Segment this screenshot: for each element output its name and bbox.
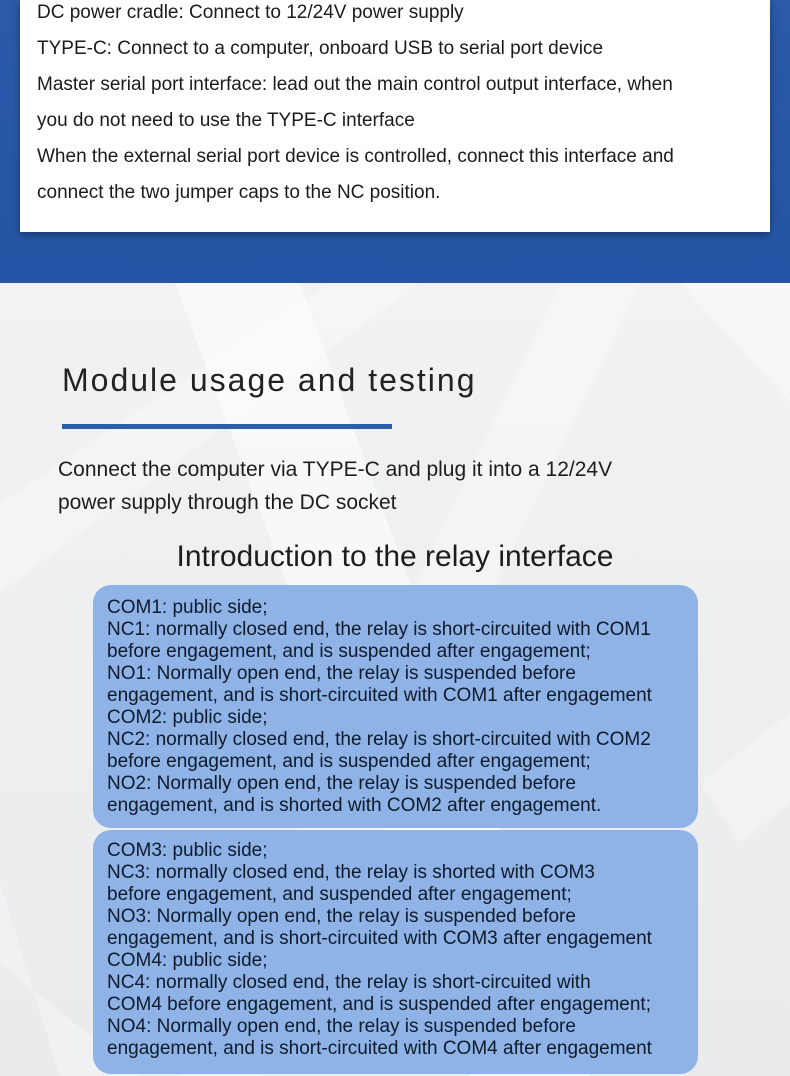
relay-line: COM4 before engagement, and is suspended after engagement; <box>107 994 651 1015</box>
description-line: DC power cradle: Connect to 12/24V power supply <box>37 2 464 23</box>
relay-line: COM3: public side; <box>107 840 268 861</box>
section-title: Module usage and testing <box>62 362 477 398</box>
title-underline <box>62 424 392 429</box>
usage-text-line: power supply through the DC socket <box>58 491 397 514</box>
relay-info-box-com3-com4 <box>93 830 698 1074</box>
relay-line: NC3: normally closed end, the relay is shorted with COM3 <box>107 862 595 883</box>
relay-line: before engagement, and is suspended after engagement; <box>107 751 591 772</box>
relay-line: before engagement, and suspended after engagement; <box>107 884 572 905</box>
interface-description-card <box>20 0 770 232</box>
relay-line: COM4: public side; <box>107 950 268 971</box>
relay-line: engagement, and is short-circuited with COM4 after engagement <box>107 1038 652 1059</box>
description-line: When the external serial port device is controlled, connect this interface and <box>37 146 674 167</box>
relay-line: NO2: Normally open end, the relay is suspended before <box>107 773 576 794</box>
relay-line: NO3: Normally open end, the relay is suspended before <box>107 906 576 927</box>
relay-line: COM2: public side; <box>107 707 268 728</box>
relay-line: NC2: normally closed end, the relay is short-circuited with COM2 <box>107 729 651 750</box>
description-line: connect the two jumper caps to the NC position. <box>37 182 441 203</box>
relay-info-box-com1-com2 <box>93 585 698 828</box>
relay-line: NO4: Normally open end, the relay is suspended before <box>107 1016 576 1037</box>
relay-line: NC4: normally closed end, the relay is short-circuited with <box>107 972 591 993</box>
relay-line: COM1: public side; <box>107 597 268 618</box>
usage-text-line: Connect the computer via TYPE-C and plug it into a 12/24V <box>58 458 613 481</box>
description-line: Master serial port interface: lead out the main control output interface, when <box>37 74 673 95</box>
relay-line: engagement, and is shorted with COM2 after engagement. <box>107 795 602 816</box>
description-line: you do not need to use the TYPE-C interface <box>37 110 415 131</box>
relay-line: NO1: Normally open end, the relay is suspended before <box>107 663 576 684</box>
relay-heading: Introduction to the relay interface <box>176 540 614 573</box>
relay-line: before engagement, and is suspended after engagement; <box>107 641 591 662</box>
description-line: TYPE-C: Connect to a computer, onboard USB to serial port device <box>37 38 604 59</box>
relay-line: engagement, and is short-circuited with COM1 after engagement <box>107 685 652 706</box>
relay-line: engagement, and is short-circuited with COM3 after engagement <box>107 928 652 949</box>
relay-line: NC1: normally closed end, the relay is short-circuited with COM1 <box>107 619 651 640</box>
